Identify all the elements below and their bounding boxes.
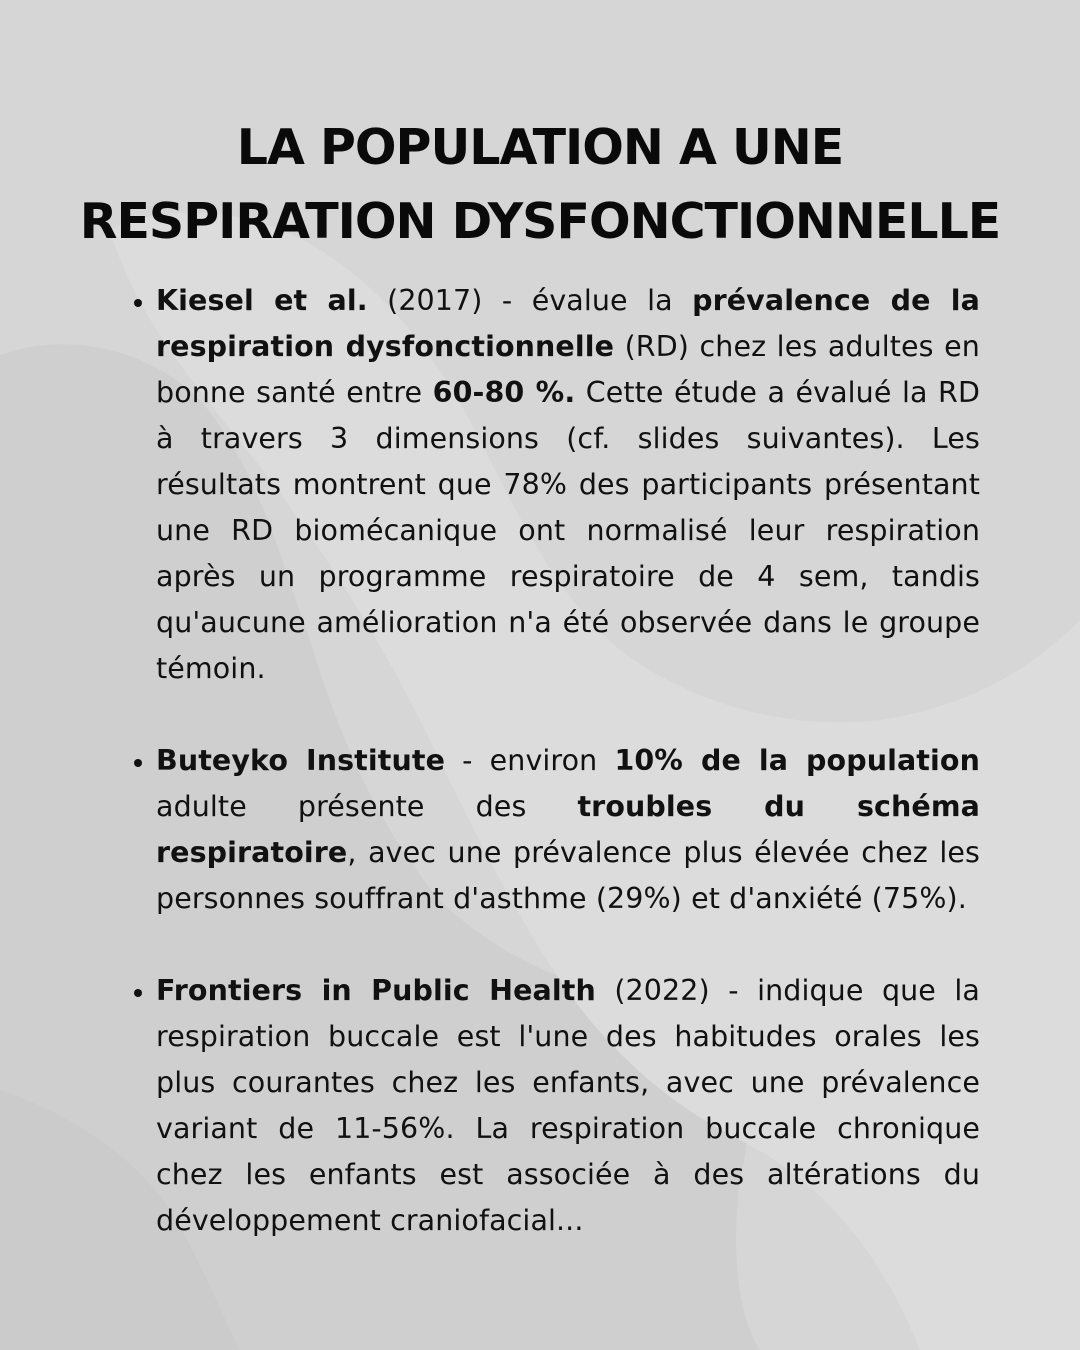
item-text: adulte présente des	[156, 790, 578, 823]
item-text: Cette étude a évalué la RD à travers 3 dimensions (cf. slides suivantes). Les résultats montrent que 78% des participants présentant une RD biomécanique ont normalisé leur respiration après un programme respiratoire de 4 sem, tandis qu'aucune amélioration n'a été observée dans le groupe témoin.	[156, 376, 980, 685]
source-name: Buteyko Institute	[156, 744, 446, 777]
page-title-line-1: LA POPULATION A UNE	[236, 118, 844, 176]
list-item-buteyko	[156, 738, 980, 922]
study-list	[156, 278, 980, 1290]
list-item-frontiers	[156, 968, 980, 1244]
highlight-text: 60-80 %.	[432, 376, 576, 409]
item-text: , avec une prévalence plus élevée chez les personnes souffrant d'asthme (29%) et d'anxiété (75%).	[156, 836, 980, 915]
item-text: - environ	[445, 744, 615, 777]
source-name: Frontiers in Public Health	[156, 974, 596, 1007]
item-text: (RD) chez les adultes en bonne santé entre	[156, 330, 980, 409]
page-title-line-2: RESPIRATION DYSFONCTIONNELLE	[79, 192, 1001, 250]
item-text: (2017) - évalue la	[367, 284, 693, 317]
source-name: Kiesel et al.	[156, 284, 368, 317]
highlight-text: troubles du schéma respiratoire	[156, 790, 980, 869]
highlight-text: prévalence de la respiration dysfonctionnelle	[156, 284, 980, 363]
page-title	[0, 111, 1080, 259]
highlight-text: 10% de la population	[614, 744, 980, 777]
list-item-kiesel	[156, 278, 980, 692]
item-text: (2022) - indique que la respiration buccale est l'une des habitudes orales les plus courantes chez les enfants, avec une prévalence variant de 11-56%. La respiration buccale chronique chez les enfants est associée à des altérations du développement craniofacial...	[156, 974, 981, 1237]
